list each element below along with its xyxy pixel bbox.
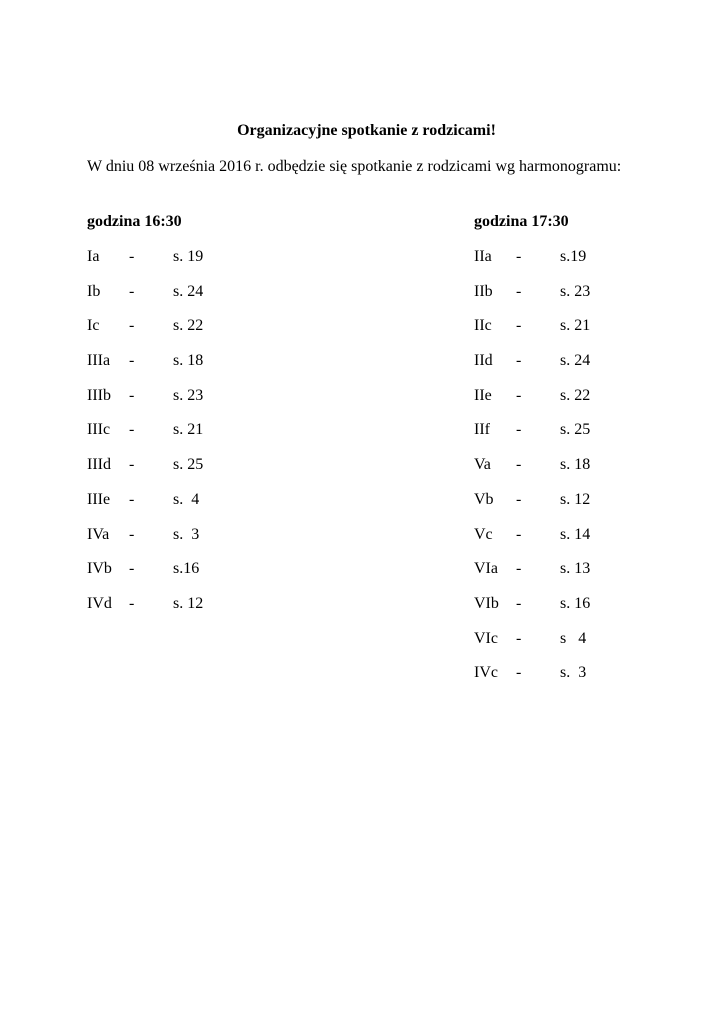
intro-paragraph: W dniu 08 września 2016 r. odbędzie się spotkanie z rodzicami wg harmonogramu: (87, 158, 622, 175)
room-number: s. 16 (560, 594, 591, 612)
separator-dash: - (516, 248, 522, 265)
schedule-row (87, 247, 247, 282)
schedule-row (87, 594, 247, 629)
schedule-row (87, 282, 247, 317)
separator-dash: - (129, 560, 135, 578)
room-number: s. 19 (173, 248, 204, 265)
room-number: s. 14 (560, 525, 591, 543)
separator-dash: - (129, 456, 135, 474)
schedule-row (474, 559, 634, 594)
class-name: VIb (474, 594, 499, 612)
room-number: s. 23 (173, 386, 204, 404)
class-name: Ib (87, 282, 101, 300)
schedule-row (474, 351, 634, 386)
room-number: s. 25 (173, 456, 204, 474)
schedule-row (87, 490, 247, 525)
schedule-row (474, 420, 634, 455)
class-name: IIa (474, 248, 492, 265)
column-heading: godzina 17:30 (474, 213, 569, 230)
class-name: VIa (474, 560, 498, 578)
schedule-row (474, 455, 634, 490)
room-number: s. 22 (173, 317, 204, 335)
schedule-row (474, 594, 634, 629)
column-heading: godzina 16:30 (87, 213, 182, 230)
room-number: s.16 (173, 560, 200, 578)
class-name: IIIa (87, 352, 111, 370)
separator-dash: - (129, 386, 135, 404)
separator-dash: - (129, 421, 135, 439)
separator-dash: - (516, 282, 522, 300)
separator-dash: - (129, 248, 135, 265)
room-number: s. 12 (173, 594, 204, 612)
room-number: s. 13 (560, 560, 591, 578)
separator-dash: - (516, 352, 522, 370)
class-name: IIIc (87, 421, 111, 439)
class-name: Ic (87, 317, 100, 335)
room-number: s. 21 (560, 317, 591, 335)
schedule-row (474, 386, 634, 421)
room-number: s. 22 (560, 386, 591, 404)
schedule-row (87, 420, 247, 455)
schedule-row (474, 663, 634, 698)
schedule-row (474, 490, 634, 525)
separator-dash: - (516, 664, 522, 682)
class-name: Va (474, 456, 491, 474)
class-name: IIIe (87, 490, 111, 508)
separator-dash: - (129, 490, 135, 508)
class-name: IIIb (87, 386, 111, 404)
room-number: s. 18 (560, 456, 591, 474)
separator-dash: - (129, 282, 135, 300)
separator-dash: - (516, 456, 522, 474)
schedule-row (87, 386, 247, 421)
class-name: Ia (87, 248, 100, 265)
schedule-row (87, 351, 247, 386)
schedule-list (87, 247, 247, 629)
schedule-row (87, 455, 247, 490)
class-name: IIc (474, 317, 492, 335)
schedule-column-1630 (87, 212, 204, 612)
class-name: IVb (87, 560, 112, 578)
room-number: s. 25 (560, 421, 591, 439)
class-name: IIf (474, 421, 490, 439)
class-name: IIe (474, 386, 492, 404)
schedule-row (474, 525, 634, 560)
separator-dash: - (129, 594, 135, 612)
schedule-row (474, 282, 634, 317)
separator-dash: - (516, 421, 522, 439)
separator-dash: - (516, 594, 522, 612)
separator-dash: - (516, 317, 522, 335)
schedule-row (474, 247, 634, 282)
room-number: s. 24 (560, 352, 591, 370)
schedule-row (87, 525, 247, 560)
room-number: s 4 (560, 629, 587, 647)
separator-dash: - (516, 629, 522, 647)
room-number: s. 21 (173, 421, 204, 439)
separator-dash: - (129, 317, 135, 335)
class-name: IVc (474, 664, 498, 682)
room-number: s. 4 (173, 490, 200, 508)
separator-dash: - (516, 560, 522, 578)
class-name: IVa (87, 525, 110, 543)
class-name: IIId (87, 456, 111, 474)
class-name: IIb (474, 282, 493, 300)
room-number: s. 3 (173, 525, 200, 543)
class-name: Vc (474, 525, 493, 543)
room-number: s. 3 (560, 664, 587, 682)
room-number: s.19 (560, 248, 587, 265)
separator-dash: - (516, 525, 522, 543)
schedule-list (474, 247, 634, 698)
separator-dash: - (516, 490, 522, 508)
room-number: s. 23 (560, 282, 591, 300)
schedule-row (474, 316, 634, 351)
separator-dash: - (129, 352, 135, 370)
document-title: Organizacyjne spotkanie z rodzicami! (237, 122, 496, 139)
room-number: s. 12 (560, 490, 591, 508)
class-name: Vb (474, 490, 494, 508)
separator-dash: - (129, 525, 135, 543)
room-number: s. 18 (173, 352, 204, 370)
separator-dash: - (516, 386, 522, 404)
class-name: IId (474, 352, 493, 370)
room-number: s. 24 (173, 282, 204, 300)
schedule-column-1730 (474, 212, 591, 682)
class-name: VIc (474, 629, 498, 647)
class-name: IVd (87, 594, 112, 612)
schedule-row (474, 629, 634, 664)
schedule-row (87, 316, 247, 351)
schedule-row (87, 559, 247, 594)
